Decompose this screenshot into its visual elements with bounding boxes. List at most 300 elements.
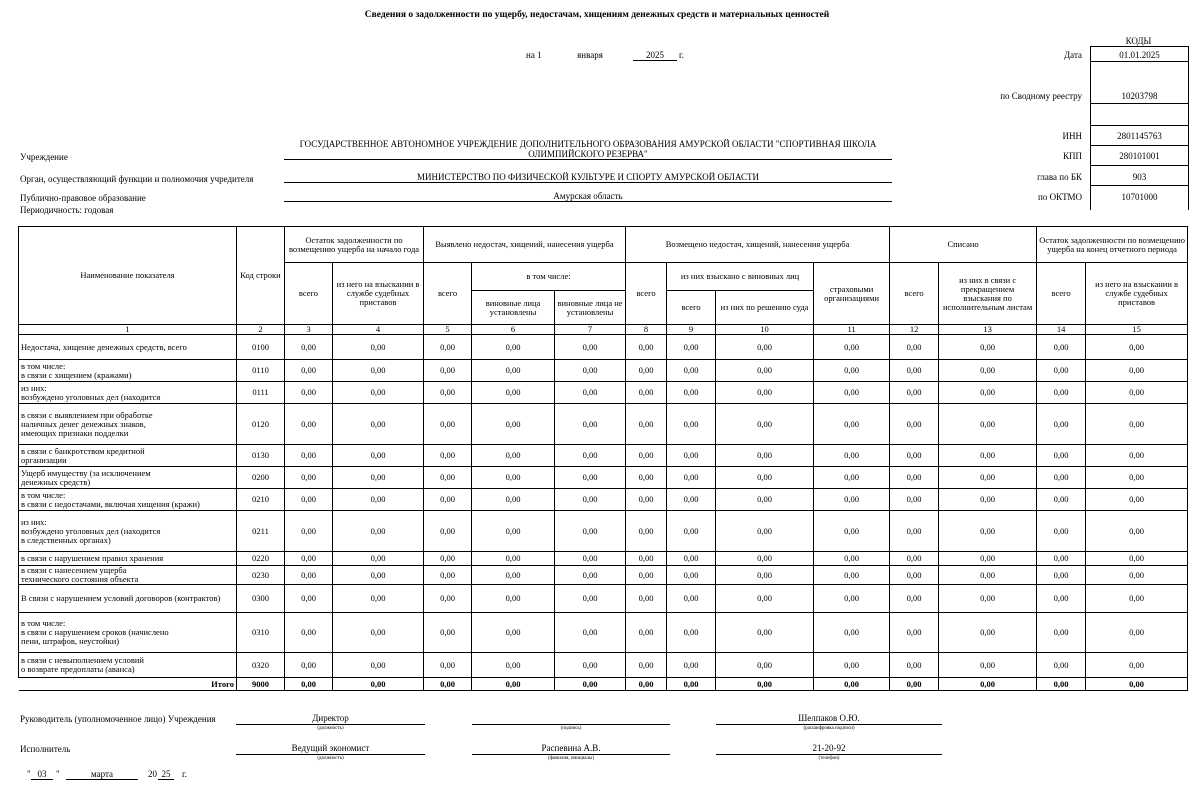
row-name: в том числе: в связи с хищением (кражами) [19, 360, 237, 382]
cell-value: 0,00 [333, 489, 424, 511]
cell-value: 0,00 [814, 613, 890, 653]
table-row [19, 566, 1188, 585]
cell-value: 0,00 [890, 360, 939, 382]
cell-value: 0,00 [667, 552, 716, 566]
cell-value: 0,00 [1037, 404, 1086, 445]
cell-value: 0,00 [285, 335, 333, 360]
registry-label: по Сводному реестру [1000, 91, 1082, 101]
row-name: Недостача, хищение денежных средств, всего [19, 335, 237, 360]
cell-value: 0,00 [1037, 653, 1086, 678]
cell-value: 0,00 [890, 613, 939, 653]
row-code: 0110 [237, 360, 285, 382]
header-incl: в том числе: [472, 263, 626, 291]
cell-value: 0,00 [472, 566, 555, 585]
executor-phone: 21-20-92 [716, 743, 942, 755]
caption-position: (должность) [317, 726, 344, 731]
column-number: 3 [285, 325, 333, 335]
cell-value: 0,00 [285, 613, 333, 653]
cell-value: 0,00 [939, 653, 1037, 678]
cell-value: 0,00 [1086, 552, 1188, 566]
total-value: 0,00 [1086, 678, 1188, 691]
cell-value: 0,00 [472, 404, 555, 445]
total-value: 0,00 [939, 678, 1037, 691]
cell-value: 0,00 [333, 467, 424, 489]
cell-value: 0,00 [333, 585, 424, 613]
column-number: 5 [424, 325, 472, 335]
total-label: Итого [19, 678, 237, 691]
cell-value: 0,00 [667, 445, 716, 467]
cell-value: 0,00 [667, 404, 716, 445]
cell-value: 0,00 [939, 585, 1037, 613]
row-name: в связи с невыполнением условий о возврате предоплаты (аванса) [19, 653, 237, 678]
cell-value: 0,00 [285, 653, 333, 678]
header-group-found: Выявлено недостач, хищений, нанесения ущерба [424, 227, 626, 263]
cell-value: 0,00 [814, 552, 890, 566]
cell-value: 0,00 [555, 552, 626, 566]
row-name: В связи с нарушением условий договоров (контрактов) [19, 585, 237, 613]
cell-value: 0,00 [424, 489, 472, 511]
cell-value: 0,00 [716, 445, 814, 467]
cell-value: 0,00 [890, 566, 939, 585]
date-label: Дата [1064, 50, 1082, 60]
sign-year: 25 [158, 769, 174, 780]
cell-value: 0,00 [716, 552, 814, 566]
cell-value: 0,00 [626, 585, 667, 613]
cell-value: 0,00 [626, 467, 667, 489]
column-number: 9 [667, 325, 716, 335]
cell-value: 0,00 [1086, 382, 1188, 404]
cell-value: 0,00 [716, 489, 814, 511]
cell-value: 0,00 [285, 566, 333, 585]
sign-year-suffix: г. [182, 769, 187, 779]
cell-value: 0,00 [814, 566, 890, 585]
header-total: всего [285, 263, 333, 325]
codes-header: КОДЫ [1125, 36, 1152, 46]
table-row [19, 335, 1188, 360]
cell-value: 0,00 [333, 613, 424, 653]
header-total: всего [424, 263, 472, 325]
cell-value: 0,00 [626, 335, 667, 360]
cell-value: 0,00 [285, 489, 333, 511]
header-code: Код строки [237, 227, 285, 325]
bk-label: глава по БК [1037, 172, 1082, 182]
table-row [19, 585, 1188, 613]
cell-value: 0,00 [1086, 467, 1188, 489]
cell-value: 0,00 [667, 653, 716, 678]
cell-value: 0,00 [716, 382, 814, 404]
cell-value: 0,00 [716, 566, 814, 585]
date-suffix: г. [679, 50, 684, 60]
total-value: 0,00 [667, 678, 716, 691]
cell-value: 0,00 [472, 511, 555, 552]
cell-value: 0,00 [333, 511, 424, 552]
header-from-guilty: из них взыскано с виновных лиц [667, 263, 814, 291]
cell-value: 0,00 [1037, 585, 1086, 613]
cell-value: 0,00 [716, 467, 814, 489]
cell-value: 0,00 [1086, 335, 1188, 360]
cell-value: 0,00 [814, 653, 890, 678]
row-code: 0310 [237, 613, 285, 653]
total-value: 0,00 [424, 678, 472, 691]
cell-value: 0,00 [333, 653, 424, 678]
cell-value: 0,00 [814, 445, 890, 467]
cell-value: 0,00 [890, 585, 939, 613]
cell-value: 0,00 [626, 489, 667, 511]
document-title: Сведения о задолженности по ущербу, недостачам, хищениям денежных средств и материальных ценностей [364, 10, 830, 20]
bk-code: 903 [1132, 172, 1147, 182]
header-group-written-off: Списано [890, 227, 1037, 263]
cell-value: 0,00 [1037, 382, 1086, 404]
cell-value: 0,00 [890, 489, 939, 511]
cell-value: 0,00 [285, 585, 333, 613]
cell-value: 0,00 [939, 467, 1037, 489]
date-month: января [577, 50, 603, 60]
cell-value: 0,00 [890, 653, 939, 678]
row-name: Ущерб имуществу (за исключением денежных средств) [19, 467, 237, 489]
cell-value: 0,00 [1037, 360, 1086, 382]
total-row [19, 678, 1188, 691]
total-value: 0,00 [555, 678, 626, 691]
cell-value: 0,00 [667, 585, 716, 613]
cell-value: 0,00 [626, 360, 667, 382]
cell-value: 0,00 [626, 382, 667, 404]
row-code: 0111 [237, 382, 285, 404]
column-number: 8 [626, 325, 667, 335]
total-value: 0,00 [333, 678, 424, 691]
cell-value: 0,00 [626, 404, 667, 445]
caption-position: (должность) [317, 756, 344, 761]
table-row [19, 360, 1188, 382]
public-label: Публично-правовое образование [20, 193, 146, 203]
row-name: из них: возбуждено уголовных дел (находится в следственных органах) [19, 511, 237, 552]
row-name: в связи с банкротством кредитной организации [19, 445, 237, 467]
cell-value: 0,00 [667, 335, 716, 360]
cell-value: 0,00 [939, 552, 1037, 566]
row-code: 0320 [237, 653, 285, 678]
cell-value: 0,00 [667, 511, 716, 552]
column-numbers-row [19, 325, 1188, 335]
cell-value: 0,00 [1037, 613, 1086, 653]
public-value: Амурская область [284, 191, 892, 202]
cell-value: 0,00 [814, 382, 890, 404]
cell-value: 0,00 [1037, 566, 1086, 585]
cell-value: 0,00 [333, 445, 424, 467]
total-value: 0,00 [814, 678, 890, 691]
total-code: 9000 [237, 678, 285, 691]
cell-value: 0,00 [626, 511, 667, 552]
row-code: 0220 [237, 552, 285, 566]
date-code: 01.01.2025 [1119, 50, 1160, 60]
cell-value: 0,00 [555, 511, 626, 552]
table-row [19, 382, 1188, 404]
header-total: всего [626, 263, 667, 325]
table-row [19, 613, 1188, 653]
institution-value-2: ОЛИМПИЙСКОГО РЕЗЕРВА" [284, 149, 892, 160]
table-body [19, 335, 1188, 691]
kpp-label: КПП [1062, 151, 1082, 161]
cell-value: 0,00 [285, 360, 333, 382]
header-guilty-found: виновные лица установлены [472, 291, 555, 325]
cell-value: 0,00 [424, 404, 472, 445]
total-value: 0,00 [890, 678, 939, 691]
head-signature-line [472, 713, 670, 725]
caption-phone: (телефон) [818, 756, 840, 761]
cell-value: 0,00 [333, 404, 424, 445]
cell-value: 0,00 [814, 404, 890, 445]
header-total: всего [667, 291, 716, 325]
header-guilty-not: виновные лица не установлены [555, 291, 626, 325]
cell-value: 0,00 [1086, 585, 1188, 613]
cell-value: 0,00 [333, 335, 424, 360]
row-name: в связи с нарушением правил хранения [19, 552, 237, 566]
row-name: в том числе: в связи с недостачами, включая хищения (кражи) [19, 489, 237, 511]
sign-day: 03 [31, 769, 53, 780]
cell-value: 0,00 [555, 566, 626, 585]
head-name: Шелпаков О.Ю. [716, 713, 942, 725]
total-value: 0,00 [1037, 678, 1086, 691]
cell-value: 0,00 [814, 489, 890, 511]
cell-value: 0,00 [472, 467, 555, 489]
cell-value: 0,00 [472, 585, 555, 613]
row-name: в связи с выявлением при обработке наличных денег денежных знаков, имеющих признаки подделки [19, 404, 237, 445]
cell-value: 0,00 [472, 489, 555, 511]
inn-code: 2801145763 [1117, 131, 1162, 141]
cell-value: 0,00 [472, 613, 555, 653]
cell-value: 0,00 [285, 467, 333, 489]
cell-value: 0,00 [424, 445, 472, 467]
header-total: всего [890, 263, 939, 325]
cell-value: 0,00 [424, 653, 472, 678]
cell-value: 0,00 [333, 552, 424, 566]
cell-value: 0,00 [285, 552, 333, 566]
cell-value: 0,00 [472, 445, 555, 467]
cell-value: 0,00 [939, 445, 1037, 467]
cell-value: 0,00 [285, 511, 333, 552]
cell-value: 0,00 [716, 613, 814, 653]
cell-value: 0,00 [555, 382, 626, 404]
cell-value: 0,00 [626, 613, 667, 653]
cell-value: 0,00 [555, 445, 626, 467]
cell-value: 0,00 [814, 360, 890, 382]
codes-box [1090, 46, 1189, 210]
organ-label: Орган, осуществляющий функции и полномочия учредителя [20, 174, 254, 184]
cell-value: 0,00 [555, 467, 626, 489]
cell-value: 0,00 [667, 613, 716, 653]
header-name: Наименование показателя [19, 227, 237, 325]
cell-value: 0,00 [1086, 489, 1188, 511]
cell-value: 0,00 [890, 335, 939, 360]
row-code: 0130 [237, 445, 285, 467]
cell-value: 0,00 [472, 335, 555, 360]
cell-value: 0,00 [1086, 511, 1188, 552]
organ-value: МИНИСТЕРСТВО ПО ФИЗИЧЕСКОЙ КУЛЬТУРЕ И СПОРТУ АМУРСКОЙ ОБЛАСТИ [284, 172, 892, 183]
row-code: 0211 [237, 511, 285, 552]
cell-value: 0,00 [472, 360, 555, 382]
column-number: 12 [890, 325, 939, 335]
cell-value: 0,00 [1037, 467, 1086, 489]
cell-value: 0,00 [424, 566, 472, 585]
cell-value: 0,00 [424, 613, 472, 653]
cell-value: 0,00 [667, 382, 716, 404]
cell-value: 0,00 [939, 613, 1037, 653]
cell-value: 0,00 [716, 653, 814, 678]
table-row [19, 552, 1188, 566]
table-row [19, 511, 1188, 552]
cell-value: 0,00 [626, 445, 667, 467]
cell-value: 0,00 [814, 467, 890, 489]
caption-signature: (подпись) [560, 726, 582, 731]
cell-value: 0,00 [555, 404, 626, 445]
cell-value: 0,00 [472, 552, 555, 566]
cell-value: 0,00 [555, 335, 626, 360]
quote-close: " [56, 769, 60, 779]
cell-value: 0,00 [1086, 566, 1188, 585]
column-number: 1 [19, 325, 237, 335]
cell-value: 0,00 [939, 382, 1037, 404]
cell-value: 0,00 [1037, 445, 1086, 467]
total-value: 0,00 [716, 678, 814, 691]
cell-value: 0,00 [667, 360, 716, 382]
cell-value: 0,00 [424, 382, 472, 404]
cell-value: 0,00 [424, 335, 472, 360]
cell-value: 0,00 [626, 566, 667, 585]
header-group-start: Остаток задолженности по возмещению ущерба на начало года [285, 227, 424, 263]
cell-value: 0,00 [716, 585, 814, 613]
column-number: 2 [237, 325, 285, 335]
cell-value: 0,00 [424, 511, 472, 552]
cell-value: 0,00 [555, 585, 626, 613]
row-name: в том числе: в связи с нарушением сроков (начислено пени, штрафов, неустойки) [19, 613, 237, 653]
cell-value: 0,00 [555, 360, 626, 382]
column-number: 15 [1086, 325, 1188, 335]
cell-value: 0,00 [424, 585, 472, 613]
table-row [19, 467, 1188, 489]
caption-decoding: (расшифровка подписи) [803, 726, 855, 731]
column-number: 4 [333, 325, 424, 335]
cell-value: 0,00 [626, 552, 667, 566]
header-bailiff: из него на взыскании в службе судебных приставов [1086, 263, 1188, 325]
cell-value: 0,00 [1037, 511, 1086, 552]
header-insurance: страховыми организациями [814, 263, 890, 325]
cell-value: 0,00 [555, 653, 626, 678]
caption-fio: (фамилия, инициалы) [547, 756, 595, 761]
cell-value: 0,00 [424, 467, 472, 489]
row-code: 0120 [237, 404, 285, 445]
column-number: 11 [814, 325, 890, 335]
row-code: 0300 [237, 585, 285, 613]
cell-value: 0,00 [890, 511, 939, 552]
institution-value-1: ГОСУДАРСТВЕННОЕ АВТОНОМНОЕ УЧРЕЖДЕНИЕ ДОПОЛНИТЕЛЬНОГО ОБРАЗОВАНИЯ АМУРСКОЙ ОБЛАСТИ "СПОРТИВНАЯ ШКОЛА [299, 139, 877, 149]
header-group-end: Остаток задолженности по возмещению ущерба на конец отчетного периода [1037, 227, 1188, 263]
cell-value: 0,00 [814, 335, 890, 360]
cell-value: 0,00 [424, 360, 472, 382]
cell-value: 0,00 [667, 489, 716, 511]
total-value: 0,00 [285, 678, 333, 691]
oktmo-label: по ОКТМО [1038, 192, 1082, 202]
sign-year-prefix: 20 [148, 769, 157, 779]
cell-value: 0,00 [814, 511, 890, 552]
cell-value: 0,00 [890, 445, 939, 467]
kpp-code: 280101001 [1119, 151, 1160, 161]
cell-value: 0,00 [1037, 335, 1086, 360]
cell-value: 0,00 [1086, 653, 1188, 678]
cell-value: 0,00 [555, 489, 626, 511]
row-code: 0100 [237, 335, 285, 360]
registry-code: 10203798 [1121, 91, 1158, 101]
row-name: из них: возбуждено уголовных дел (находится [19, 382, 237, 404]
total-value: 0,00 [626, 678, 667, 691]
sign-month: марта [66, 769, 138, 780]
column-number: 7 [555, 325, 626, 335]
cell-value: 0,00 [1086, 360, 1188, 382]
cell-value: 0,00 [555, 613, 626, 653]
total-value: 0,00 [472, 678, 555, 691]
row-name: в связи с нанесением ущерба технического состояния объекта [19, 566, 237, 585]
header-terminated: из них в связи с прекращением взыскания по исполнительным листам [939, 263, 1037, 325]
cell-value: 0,00 [1086, 613, 1188, 653]
cell-value: 0,00 [939, 404, 1037, 445]
cell-value: 0,00 [1086, 404, 1188, 445]
row-code: 0230 [237, 566, 285, 585]
column-number: 10 [716, 325, 814, 335]
cell-value: 0,00 [1037, 489, 1086, 511]
cell-value: 0,00 [424, 552, 472, 566]
column-number: 6 [472, 325, 555, 335]
cell-value: 0,00 [285, 445, 333, 467]
cell-value: 0,00 [890, 382, 939, 404]
cell-value: 0,00 [472, 382, 555, 404]
cell-value: 0,00 [1037, 552, 1086, 566]
head-label: Руководитель (уполномоченное лицо) Учреждения [20, 714, 216, 724]
executor-label: Исполнитель [20, 744, 71, 754]
cell-value: 0,00 [626, 653, 667, 678]
table-row [19, 404, 1188, 445]
cell-value: 0,00 [890, 467, 939, 489]
table-row [19, 489, 1188, 511]
cell-value: 0,00 [939, 489, 1037, 511]
cell-value: 0,00 [333, 382, 424, 404]
cell-value: 0,00 [667, 566, 716, 585]
cell-value: 0,00 [472, 653, 555, 678]
cell-value: 0,00 [716, 511, 814, 552]
header-bailiff: из него на взыскании в службе судебных приставов [333, 263, 424, 325]
damage-debt-table [18, 226, 1188, 691]
header-group-compensated: Возмещено недостач, хищений, нанесения ущерба [626, 227, 890, 263]
cell-value: 0,00 [1086, 445, 1188, 467]
executor-name: Распевина А.В. [472, 743, 670, 755]
cell-value: 0,00 [890, 552, 939, 566]
table-row [19, 653, 1188, 678]
cell-value: 0,00 [890, 404, 939, 445]
row-code: 0210 [237, 489, 285, 511]
cell-value: 0,00 [285, 382, 333, 404]
date-year: 2025 [633, 50, 677, 61]
header-court: из них по решению суда [716, 291, 814, 325]
row-code: 0200 [237, 467, 285, 489]
date-prefix: на 1 [526, 50, 542, 60]
cell-value: 0,00 [716, 335, 814, 360]
cell-value: 0,00 [716, 360, 814, 382]
executor-position: Ведущий экономист [236, 743, 425, 755]
cell-value: 0,00 [814, 585, 890, 613]
cell-value: 0,00 [939, 335, 1037, 360]
cell-value: 0,00 [333, 360, 424, 382]
period-label: Периодичность: годовая [20, 205, 114, 215]
cell-value: 0,00 [939, 360, 1037, 382]
oktmo-code: 10701000 [1121, 192, 1158, 202]
institution-label: Учреждение [20, 152, 68, 162]
table-row [19, 445, 1188, 467]
